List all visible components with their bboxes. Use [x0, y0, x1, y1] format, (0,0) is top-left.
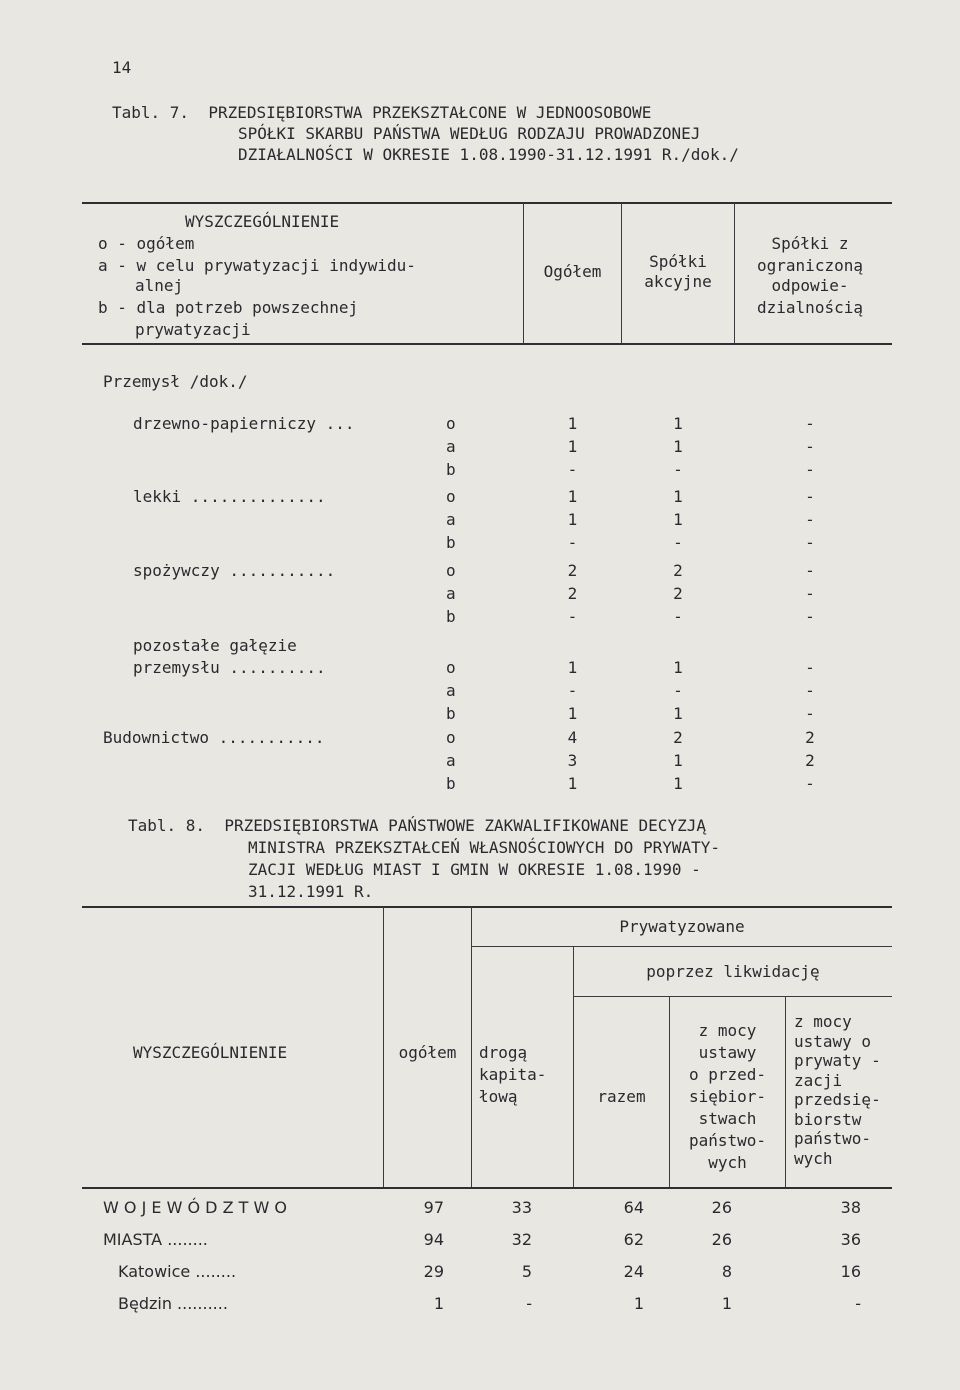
page-number: 14 — [112, 58, 132, 77]
tabl7-cell-zoo: - — [805, 487, 815, 506]
tabl8-title-line-2: MINISTRA PRZEKSZTAŁCEŃ WŁASNOŚCIOWYCH DO PRYWATY- — [248, 838, 721, 857]
tabl8-cell: 1 — [633, 1294, 644, 1313]
tabl7-cell-akcyjne: 1 — [673, 658, 683, 677]
tabl7-cell-zoo: - — [805, 437, 815, 456]
tabl7-cell-zoo: - — [805, 460, 815, 479]
tabl7-cell-ogolem: 3 — [567, 751, 578, 770]
tabl8-cell: 1 — [433, 1294, 444, 1313]
tabl8-cell: - — [855, 1294, 861, 1313]
tabl7-group-label: Budownictwo ........... — [103, 728, 325, 747]
tabl8-cell: 1 — [721, 1294, 732, 1313]
tabl8-cell: 38 — [840, 1198, 861, 1217]
tabl7-cell-akcyjne: 1 — [673, 487, 683, 506]
tabl7-cell-zoo: - — [805, 607, 815, 626]
tabl7-legend-o: o - ogółem — [98, 234, 195, 253]
tabl7-cell-letter: o — [446, 728, 456, 747]
tabl7-section-label: Przemysł /dok./ — [103, 372, 248, 391]
tabl8-header-kapitalowa-line-3: łową — [479, 1087, 518, 1106]
tabl7-col-akcyjne-line-1: Spółki — [649, 252, 707, 271]
tabl8-header-rule — [82, 1187, 892, 1189]
tabl7-cell-letter: b — [446, 460, 456, 479]
tabl7-cell-letter: a — [446, 584, 456, 603]
tabl7-cell-letter: a — [446, 437, 456, 456]
tabl7-title-line-2: SPÓŁKI SKARBU PAŃSTWA WEDŁUG RODZAJU PROWADZONEJ — [238, 124, 701, 143]
tabl8-likwidacje-rule — [573, 996, 892, 997]
tabl7-cell-ogolem: - — [567, 533, 578, 552]
tabl7-cell-letter: b — [446, 533, 456, 552]
tabl7-cell-ogolem: 2 — [567, 584, 578, 603]
tabl7-legend-a: a - w celu prywatyzacji indywidu- — [98, 256, 416, 275]
tabl7-cell-letter: o — [446, 414, 456, 433]
tabl8-cell: 26 — [711, 1198, 732, 1217]
tabl8-header-ustawy-psp-line: wych — [708, 1153, 747, 1172]
tabl8-cell: 62 — [623, 1230, 644, 1249]
tabl7-col-zoo-line-1: Spółki z — [771, 234, 849, 253]
tabl7-col-ogolem-header: Ogółem — [543, 262, 602, 281]
tabl8-col-divider-5 — [785, 997, 786, 1187]
tabl7-cell-akcyjne: - — [673, 533, 683, 552]
tabl8-header-ogolem: ogółem — [398, 1043, 457, 1062]
tabl7-cell-zoo: - — [805, 561, 815, 580]
tabl8-col-divider-3 — [573, 947, 574, 1187]
tabl7-cell-akcyjne: 1 — [673, 414, 683, 433]
tabl7-cell-ogolem: 1 — [567, 704, 578, 723]
tabl7-cell-zoo: - — [805, 414, 815, 433]
tabl8-row-name: MIASTA ........ — [103, 1230, 208, 1249]
tabl7-col-zoo-line-2: ograniczoną — [757, 256, 863, 275]
tabl7-cell-letter: o — [446, 561, 456, 580]
tabl8-header-ustawy-pryw-line: przedsię- — [794, 1090, 881, 1109]
tabl7-cell-akcyjne: 1 — [673, 774, 683, 793]
tabl8-header-ustawy-psp-line: siębior- — [688, 1087, 767, 1106]
tabl8-header-ustawy-psp-line: o przed- — [688, 1065, 767, 1084]
tabl8-header-ustawy-psp-line: państwo- — [688, 1131, 767, 1150]
tabl7-legend-a-cont: alnej — [135, 276, 184, 295]
tabl7-cell-akcyjne: 2 — [673, 728, 683, 747]
tabl8-cell: 29 — [423, 1262, 444, 1281]
tabl8-col-divider-2 — [471, 907, 472, 1187]
tabl8-cell: 16 — [840, 1262, 861, 1281]
tabl7-cell-zoo: 2 — [805, 728, 815, 747]
tabl8-title-line-1: Tabl. 8. PRZEDSIĘBIORSTWA PAŃSTWOWE ZAKWALIFIKOWANE DECYZJĄ — [128, 816, 706, 835]
tabl8-header-ustawy-pryw-line: zacji — [794, 1070, 843, 1090]
tabl7-header-rule — [82, 343, 892, 345]
tabl8-cell: - — [526, 1294, 532, 1313]
tabl7-cell-zoo: - — [805, 533, 815, 552]
tabl8-header-kapitalowa-line-2: kapita- — [479, 1065, 547, 1084]
tabl8-cell: 8 — [721, 1262, 732, 1281]
tabl8-cell: 97 — [423, 1198, 444, 1217]
tabl7-cell-letter: b — [446, 607, 456, 626]
tabl8-cell: 64 — [623, 1198, 644, 1217]
tabl7-cell-zoo: - — [805, 510, 815, 529]
tabl8-top-rule — [82, 906, 892, 908]
tabl7-cell-letter: o — [446, 487, 456, 506]
tabl8-cell: 32 — [511, 1230, 532, 1249]
tabl8-header-prywatyzowane: Prywatyzowane — [619, 917, 745, 936]
tabl7-cell-zoo: 2 — [805, 751, 815, 770]
tabl7-group-label: pozostałe gałęzie — [133, 636, 297, 655]
tabl7-cell-ogolem: - — [567, 607, 578, 626]
tabl8-cell: 24 — [623, 1262, 644, 1281]
tabl8-cell: 26 — [711, 1230, 732, 1249]
tabl8-header-ustawy-pryw-line: ustawy o — [794, 1031, 872, 1051]
tabl7-legend-b: b - dla potrzeb powszechnej — [98, 298, 359, 317]
tabl7-cell-ogolem: 2 — [567, 561, 578, 580]
tabl7-cell-zoo: - — [805, 704, 815, 723]
tabl8-header-kapitalowa-line-1: drogą — [479, 1043, 528, 1062]
tabl7-cell-ogolem: 1 — [567, 414, 578, 433]
tabl7-cell-akcyjne: 2 — [673, 584, 683, 603]
tabl7-title-line-3: DZIAŁALNOŚCI W OKRESIE 1.08.1990-31.12.1991 R./dok./ — [238, 145, 739, 164]
tabl7-group-label: drzewno-papierniczy ... — [133, 414, 355, 433]
tabl7-top-rule — [82, 202, 892, 204]
tabl7-cell-ogolem: 1 — [567, 487, 578, 506]
tabl7-cell-ogolem: 1 — [567, 510, 578, 529]
tabl7-cell-ogolem: 4 — [567, 728, 578, 747]
tabl7-cell-akcyjne: 2 — [673, 561, 683, 580]
tabl8-cell: 94 — [423, 1230, 444, 1249]
tabl8-cell: 33 — [511, 1198, 532, 1217]
tabl8-header-ustawy-pryw-line: wych — [794, 1148, 833, 1168]
tabl7-cell-akcyjne: 1 — [673, 751, 683, 770]
tabl7-title-line-1: Tabl. 7. PRZEDSIĘBIORSTWA PRZEKSZTAŁCONE W JEDNOOSOBOWE — [112, 103, 652, 122]
tabl7-cell-akcyjne: - — [673, 460, 683, 479]
tabl7-cell-akcyjne: 1 — [673, 437, 683, 456]
tabl7-cell-ogolem: - — [567, 460, 578, 479]
tabl7-cell-ogolem: 1 — [567, 437, 578, 456]
tabl7-cell-zoo: - — [805, 658, 815, 677]
tabl7-cell-akcyjne: - — [673, 681, 683, 700]
tabl7-cell-letter: b — [446, 774, 456, 793]
tabl7-cell-zoo: - — [805, 584, 815, 603]
tabl7-col-akcyjne-line-2: akcyjne — [644, 272, 712, 291]
tabl8-title-line-4: 31.12.1991 R. — [248, 882, 374, 901]
tabl7-col-zoo-line-4: dzialnością — [757, 298, 863, 317]
tabl7-cell-ogolem: 1 — [567, 774, 578, 793]
tabl7-legend-b-cont: prywatyzacji — [135, 320, 251, 339]
tabl8-header-ustawy-pryw-line: z mocy — [794, 1012, 852, 1031]
tabl7-group-label: przemysłu .......... — [133, 658, 326, 677]
tabl8-header-ustawy-pryw-line: biorstw — [794, 1109, 862, 1129]
tabl8-row-name: Będzin .......... — [118, 1294, 228, 1313]
tabl7-legend-title: WYSZCZEGÓLNIENIE — [185, 212, 340, 231]
tabl8-header-ustawy-psp-line: z mocy — [698, 1021, 757, 1040]
tabl7-cell-akcyjne: 1 — [673, 704, 683, 723]
tabl8-header-ustawy-pryw-line: prywaty - — [794, 1051, 881, 1070]
tabl8-row-name: Katowice ........ — [118, 1262, 237, 1281]
tabl8-row-name: W O J E W Ó D Z T W O — [103, 1198, 287, 1217]
tabl8-cell: 5 — [521, 1262, 532, 1281]
tabl7-cell-akcyjne: 1 — [673, 510, 683, 529]
tabl7-col-zoo-line-3: odpowie- — [771, 276, 849, 295]
tabl7-cell-letter: a — [446, 510, 456, 529]
tabl7-group-label: lekki .............. — [133, 487, 326, 506]
tabl8-title-line-3: ZACJI WEDŁUG MIAST I GMIN W OKRESIE 1.08.1990 - — [248, 860, 701, 879]
tabl8-header-ustawy-psp-line: stwach — [698, 1109, 757, 1128]
tabl7-cell-zoo: - — [805, 774, 815, 793]
tabl7-cell-letter: o — [446, 658, 456, 677]
tabl8-header-ustawy-psp-line: ustawy — [698, 1043, 757, 1062]
tabl8-prywatyzowane-rule — [471, 946, 892, 947]
tabl7-cell-ogolem: 1 — [567, 658, 578, 677]
tabl8-header-ustawy-pryw-line: państwo- — [794, 1129, 872, 1148]
tabl7-cell-letter: a — [446, 751, 456, 770]
tabl8-header-razem: razem — [597, 1087, 646, 1106]
tabl7-cell-letter: b — [446, 704, 456, 723]
tabl8-header-wyszczegolnienie: WYSZCZEGÓLNIENIE — [133, 1043, 288, 1062]
tabl8-cell: 36 — [840, 1230, 861, 1249]
tabl7-cell-akcyjne: - — [673, 607, 683, 626]
tabl7-cell-letter: a — [446, 681, 456, 700]
tabl8-header-likwidacje: poprzez likwidację — [646, 962, 820, 981]
tabl7-cell-ogolem: - — [567, 681, 578, 700]
tabl7-cell-zoo: - — [805, 681, 815, 700]
tabl7-group-label: spożywczy ........... — [133, 561, 336, 580]
